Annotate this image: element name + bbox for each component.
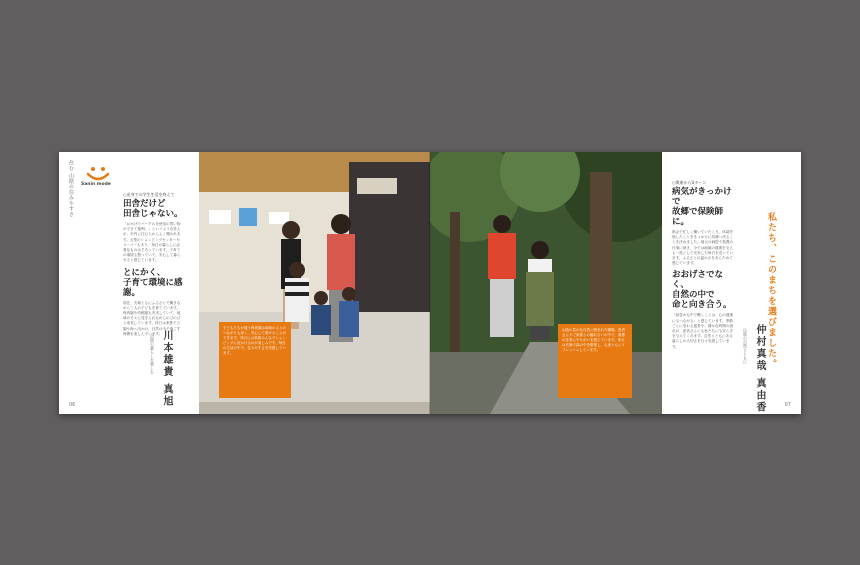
spine-shadow	[429, 152, 431, 414]
section2-headline-line1: とにかく、	[123, 267, 166, 278]
side-label: 住む 山陰の住みやすさ	[68, 160, 74, 218]
right-text-column	[672, 180, 736, 354]
r-section1-headline-line2: 故郷で保険師に。	[672, 207, 724, 227]
page-number-left: 06	[69, 402, 76, 408]
right-person-meta: 山陰の自然とともに	[743, 328, 748, 364]
right-photo-caption: 山陰の豊かな自然に囲まれた職場。患者さんやご家族との触れ合いの中で、看護の仕事にやりがいを感じています。休日は夫婦で森の中を散策し、心身ともにリフレッシュしています。	[558, 324, 632, 398]
left-person-meta: 山陰の暮らしを楽しむ	[150, 334, 155, 374]
section2-headline	[123, 268, 183, 298]
section1-eyebrow: ○出身での学生生活を終えて	[123, 192, 175, 197]
r-section1-headline-line1: 病気がきっかけで	[672, 187, 732, 207]
section2-headline-line2: 子育て環境に感謝。	[123, 277, 183, 298]
section1-headline	[123, 199, 183, 219]
r-section2-body: 「緑豊かな中で働くことは、心の健康にもつながる」と感じています。季節ごとに変わる風景や、静かな時間の流れが、患者さんにも私たちにも安らぎを与えてくれます。自然とともにある暮らしの大切さを日々実感しています。	[672, 313, 734, 349]
r-section1-headline	[672, 187, 736, 227]
right-page	[430, 152, 801, 414]
right-tagline: 私たち、このまちを選びました。	[766, 212, 776, 370]
r-section2-headline-line2: 自然の中で	[672, 290, 715, 301]
left-person-name: 川本雄貴 真旭	[161, 330, 172, 408]
left-page	[59, 152, 430, 414]
right-person-name: 仲村真哉 真由香	[754, 324, 765, 414]
r-section2-headline-line1: おおげさでなく、	[672, 270, 724, 291]
r-section2-headline	[672, 270, 736, 310]
magazine-spread	[59, 152, 801, 414]
left-text-column	[123, 192, 183, 341]
section2-body: 現在、夫婦ともにふるさとで働きながら三人の子どもを育てています。保育園や幼稚園も充実していて、地域の方々に見守られながらのびのびと成長しています。休日は家族で公園や海へ出かけ、自然の中で過ごす時間を楽しんでいます。	[123, 300, 181, 336]
page-number-right: 07	[784, 402, 791, 408]
r-section1-body: 都会で忙しく働いていたころ、体調を崩したことをきっかけに故郷へ戻ることを決めました。地元の病院で看護の仕事に就き、今では地域の健康を支える一員として充実した毎日を送っています。ふるさとの温かさをあらためて感じています。	[672, 230, 734, 266]
r-section1-eyebrow: ○関東からUターン	[672, 180, 707, 185]
left-photo-caption: 子どもたちが通う保育園は地域の人とのつながりも深く、安心して預けることができます。休日には家族みんなでショッピングに出かけるのが楽しみです。毎日の生活の中で、住みやすさを実感しています。	[219, 322, 291, 398]
logo-text: Sanin mode	[81, 182, 111, 187]
section1-headline-line1: 田舎だけど	[123, 199, 166, 209]
section1-headline-line2: 田舎じゃない。	[123, 209, 183, 219]
section1-body: 「おかげでパーク＆を使用の買い物ができて便利。」というような答えが、市内に住む人からよく聞かれます。大型のショッピングセンターやスーパーもあり、毎日の暮らしに必要なものはそろっています。子育ての環境も整っていて、安心して暮らせると感じています。	[123, 222, 181, 263]
r-section2-headline-line3: 命と向き合う。	[672, 300, 732, 311]
